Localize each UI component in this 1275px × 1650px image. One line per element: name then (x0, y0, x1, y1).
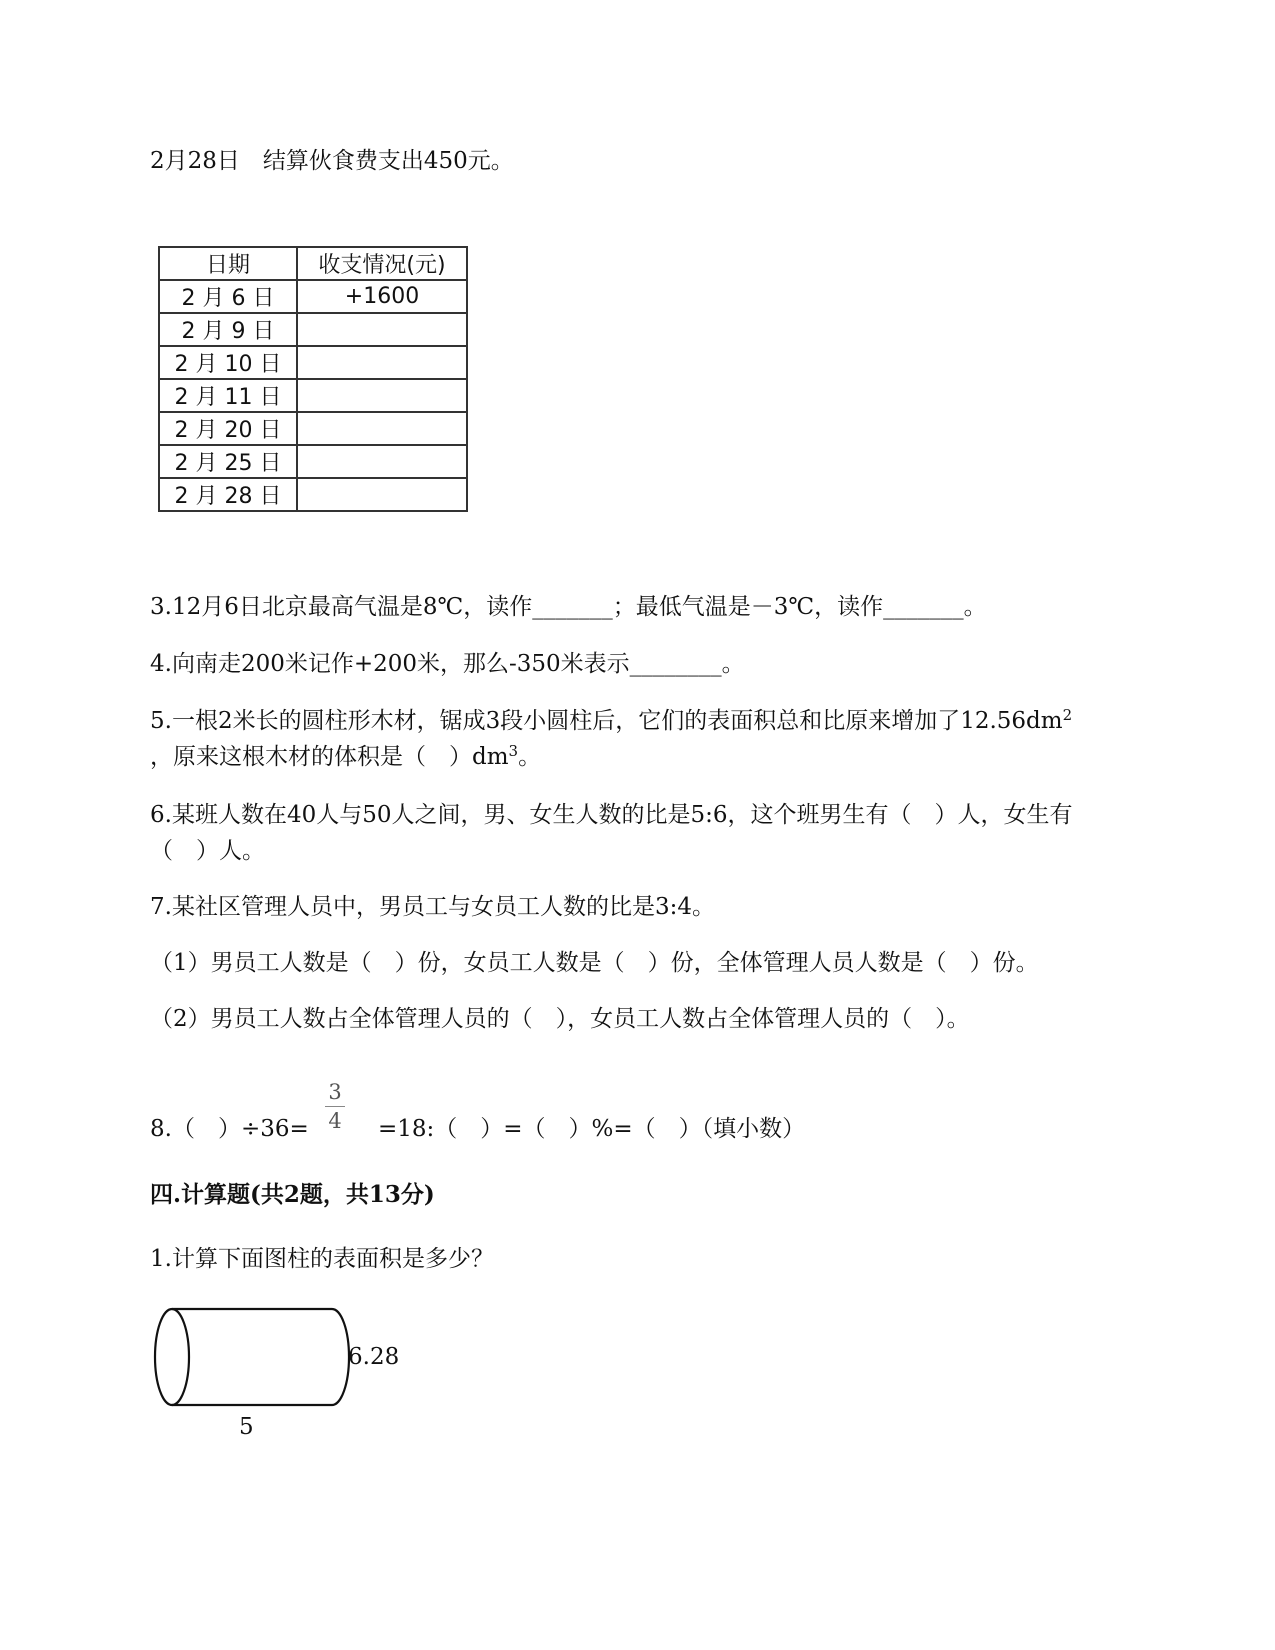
square-exponent: 2 (1062, 706, 1073, 724)
date-cell: 2 月 10 日 (159, 346, 297, 379)
header-amount: 收支情况(元) (297, 247, 467, 280)
fraction-numerator: 3 (328, 1080, 342, 1104)
question-6-line-2: （ ）人。 (150, 838, 265, 864)
cylinder-height-label: 6.28 (348, 1344, 400, 1370)
amount-cell (297, 379, 467, 412)
table-row (159, 478, 467, 511)
question-5-line-2 (150, 742, 541, 772)
amount-cell (297, 478, 467, 511)
fraction-bar (325, 1106, 345, 1107)
amount-cell: +1600 (297, 280, 467, 313)
cylinder-length-label: 5 (239, 1414, 254, 1440)
date-cell: 2 月 20 日 (159, 412, 297, 445)
table-row (159, 313, 467, 346)
amount-cell (297, 346, 467, 379)
question-7-part-2: （2）男员工人数占全体管理人员的（ ），女员工人数占全体管理人员的（ ）。 (150, 1006, 970, 1032)
date-cell: 2 月 9 日 (159, 313, 297, 346)
cylinder-diagram (150, 1302, 410, 1442)
question-7-part-1: （1）男员工人数是（ ）份，女员工人数是（ ）份，全体管理人员人数是（ ）份。 (150, 950, 1039, 976)
entry-feb28: 2月28日 结算伙食费支出450元。 (150, 148, 514, 174)
income-expense-table (158, 246, 468, 512)
date-cell: 2 月 11 日 (159, 379, 297, 412)
date-cell: 2 月 6 日 (159, 280, 297, 313)
cube-exponent: 3 (508, 742, 519, 760)
question-6-line-1: 6.某班人数在40人与50人之间，男、女生人数的比是5:6，这个班男生有（ ）人，女生有 (150, 802, 1073, 828)
section-title-calculation: 四.计算题(共2题，共13分) (150, 1181, 435, 1208)
table-row (159, 280, 467, 313)
question-5-end: 。 (518, 744, 542, 770)
question-5-text: 5.一根2米长的圆柱形木材，锯成3段小圆柱后，它们的表面积总和比原来增加了12.56dm (150, 708, 1063, 734)
question-8-right: =18:（ ）=（ ）%=（ ）（填小数） (378, 1116, 806, 1142)
table-row (159, 412, 467, 445)
fraction-denominator: 4 (328, 1109, 342, 1133)
question-5-line-1 (150, 706, 1072, 736)
table-row (159, 445, 467, 478)
amount-cell (297, 445, 467, 478)
question-4: 4.向南走200米记作+200米，那么-350米表示________。 (150, 651, 745, 677)
question-5-text-2: ，原来这根木材的体积是（ ）dm (150, 744, 509, 770)
header-date: 日期 (159, 247, 297, 280)
fraction-three-quarters (322, 1080, 348, 1133)
question-8-left: 8.（ ）÷36= (150, 1116, 309, 1142)
calc-question-1: 1.计算下面图柱的表面积是多少？ (150, 1246, 494, 1272)
amount-cell (297, 313, 467, 346)
date-cell: 2 月 28 日 (159, 478, 297, 511)
question-7: 7.某社区管理人员中，男员工与女员工人数的比是3:4。 (150, 894, 715, 920)
question-3: 3.12月6日北京最高气温是8℃，读作_______；最低气温是－3℃，读作_______。 (150, 594, 987, 620)
table-row (159, 346, 467, 379)
table-row (159, 379, 467, 412)
date-cell: 2 月 25 日 (159, 445, 297, 478)
amount-cell (297, 412, 467, 445)
